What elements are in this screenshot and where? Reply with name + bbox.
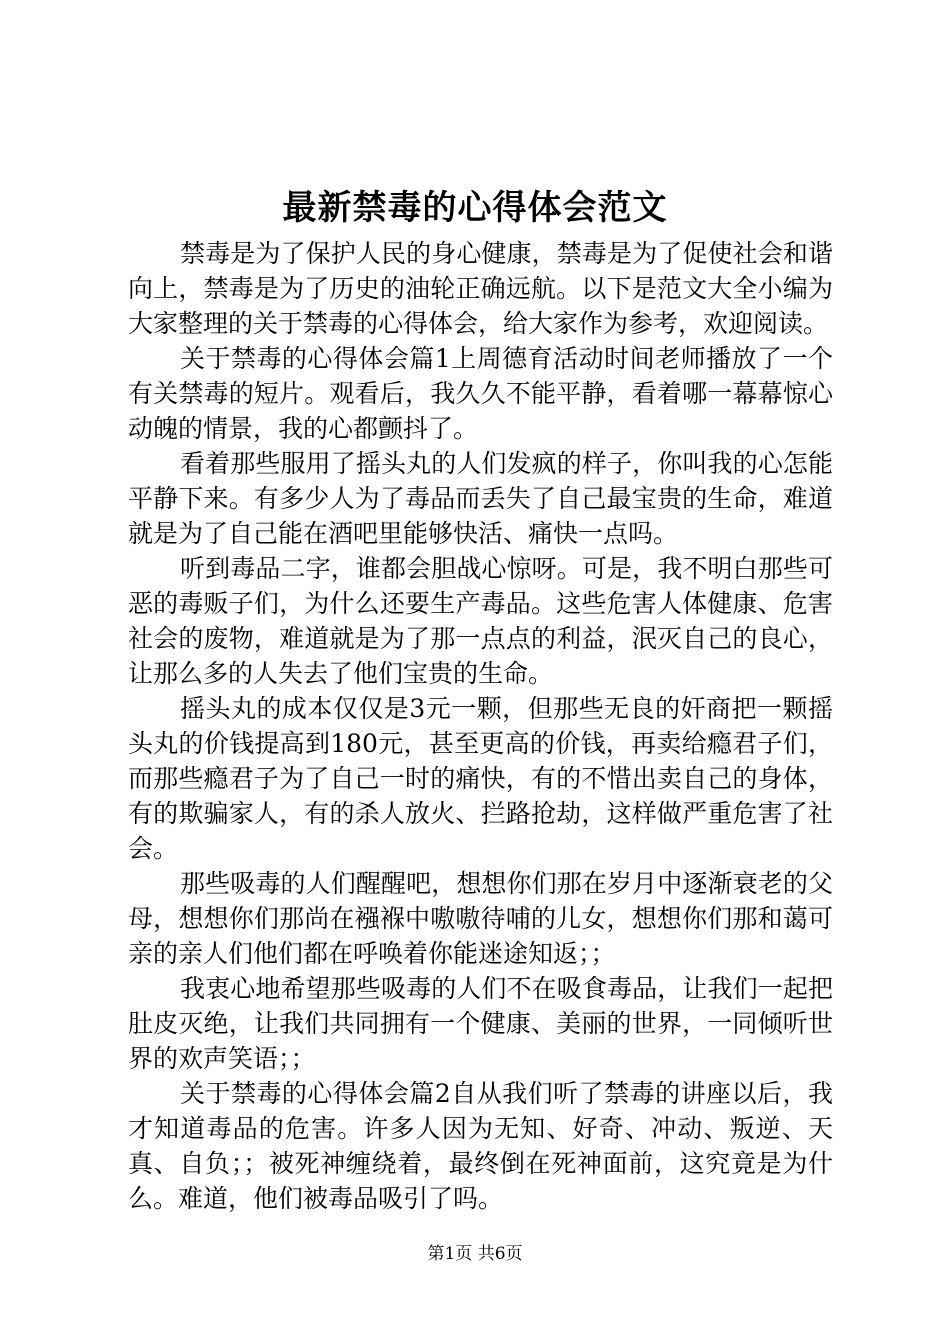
paragraph: 关于禁毒的心得体会篇1上周德育活动时间老师播放了一个有关禁毒的短片。观看后，我久久不能平静，看着哪一幕幕惊心动魄的情景，我的心都颤抖了。: [128, 344, 833, 443]
document-title: 最新禁毒的心得体会范文: [282, 188, 668, 228]
paragraph: 关于禁毒的心得体会篇2自从我们听了禁毒的讲座以后，我才知道毒品的危害。许多人因为无知、好奇、冲动、叛逆、天真、自负；；被死神缠绕着，最终倒在死神面前，这究竟是为什么。难道，他们被毒品吸引了吗。: [128, 1079, 833, 1213]
page-footer: 第1页 共6页: [427, 1244, 523, 1264]
paragraph: 我衷心地希望那些吸毒的人们不在吸食毒品，让我们一起把肚皮灭绝，让我们共同拥有一个健康、美丽的世界，一同倾听世界的欢声笑语；；: [128, 974, 833, 1073]
paragraph: 那些吸毒的人们醒醒吧，想想你们那在岁月中逐渐衰老的父母，想想你们那尚在襁褓中嗷嗷待哺的儿女，想想你们那和蔼可亲的亲人们他们都在呼唤着你能迷途知返；；: [128, 869, 833, 968]
paragraph: 摇头丸的成本仅仅是3元一颗，但那些无良的奸商把一颗摇头丸的价钱提高到180元，甚至更高的价钱，再卖给瘾君子们，而那些瘾君子为了自己一时的痛快，有的不惜出卖自己的身体，有的欺骗家人，有的杀人放火、拦路抢劫，这样做严重危害了社会。: [128, 694, 833, 863]
paragraph: 看着那些服用了摇头丸的人们发疯的样子，你叫我的心怎能平静下来。有多少人为了毒品而丢失了自己最宝贵的生命，难道就是为了自己能在酒吧里能够快活、痛快一点吗。: [128, 449, 833, 548]
paragraph: 禁毒是为了保护人民的身心健康，禁毒是为了促使社会和谐向上，禁毒是为了历史的油轮正确远航。以下是范文大全小编为大家整理的关于禁毒的心得体会，给大家作为参考，欢迎阅读。: [128, 239, 833, 338]
paragraph: 听到毒品二字，谁都会胆战心惊呀。可是，我不明白那些可恶的毒贩子们，为什么还要生产毒品。这些危害人体健康、危害社会的废物，难道就是为了那一点点的利益，泯灭自己的良心，让那么多的人失去了他们宝贵的生命。: [128, 554, 833, 688]
document-body: [128, 236, 833, 1216]
